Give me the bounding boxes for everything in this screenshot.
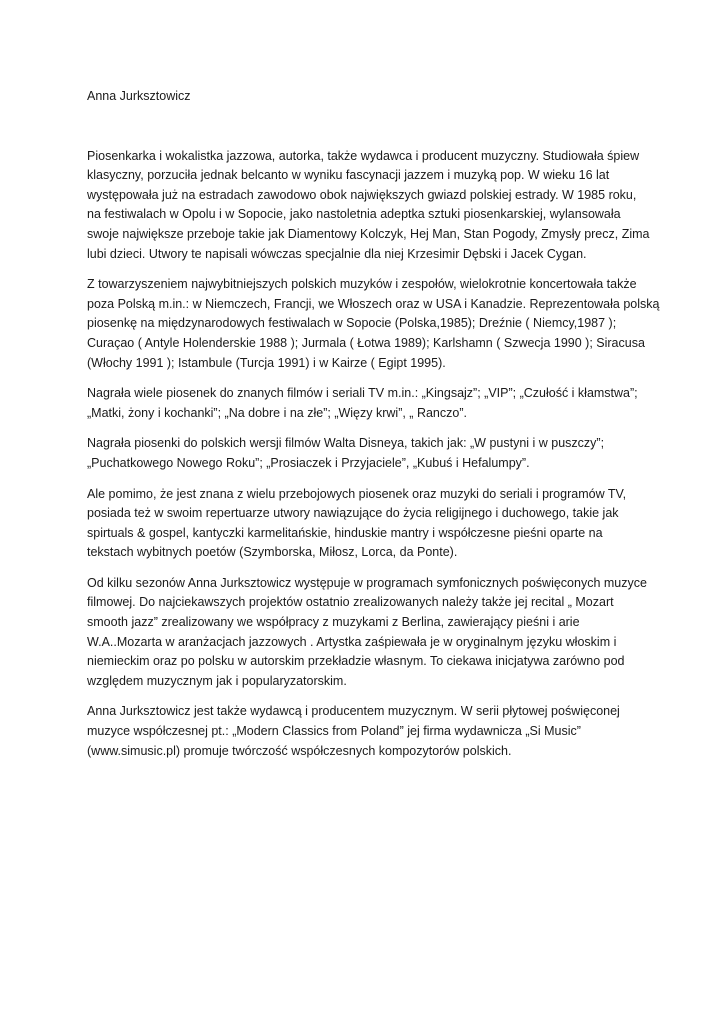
paragraph-line: swoje największe przeboje takie jak Diamentowy Kolczyk, Hej Man, Stan Pogody, Zmysły precz, Zima — [87, 226, 650, 241]
paragraph — [87, 384, 647, 423]
paragraph-line: Od kilku sezonów Anna Jurksztowicz występuje w programach symfonicznych poświęconych muzyce — [87, 575, 647, 590]
paragraph-line: lubi dzieci. Utwory te napisali wówczas specjalnie dla niej Krzesimir Dębski i Jacek Cygan. — [87, 246, 587, 261]
paragraph — [87, 574, 647, 692]
paragraph-line: Nagrała piosenki do polskich wersji filmów Walta Disneya, takich jak: „W pustyni i w puszczy”; — [87, 436, 605, 451]
paragraph — [87, 147, 650, 265]
paragraph-line: występowała już na estradach zawodowo obok największych gwiazd polskiej estrady. W 1985 roku, — [87, 187, 637, 202]
paragraph-line: Piosenkarka i wokalistka jazzowa, autorka, także wydawca i producent muzyczny. Studiowała śpiew — [87, 148, 640, 163]
document-body — [87, 87, 660, 772]
paragraph-line: filmowej. Do najciekawszych projektów ostatnio zrealizowanych należy także jej recital „ Mozart — [87, 595, 614, 610]
paragraph-line: na festiwalach w Opolu i w Sopocie, jako nastoletnia adeptka sztuki piosenkarskiej, wylansowała — [87, 207, 621, 222]
paragraph-line: muzyce współczesnej pt.: „Modern Classics from Poland” jej firma wydawnicza „Si Music” — [87, 724, 581, 739]
paragraph-line: Anna Jurksztowicz jest także wydawcą i producentem muzycznym. W serii płytowej poświęconej — [87, 704, 620, 719]
paragraph — [87, 434, 647, 473]
paragraph-line: piosenkę na międzynarodowych festiwalach w Sopocie (Polska,1985); Dreźnie ( Niemcy,1987 ); — [87, 316, 617, 331]
paragraph-line: smooth jazz” zrealizowany we współpracy z muzykami z Berlina, zawierający pieśni i arie — [87, 615, 580, 630]
paragraph-line: poza Polską m.in.: w Niemczech, Francji, we Włoszech oraz w USA i Kanadzie. Reprezentowała polską — [87, 296, 660, 311]
paragraph-line: W.A..Mozarta w aranżacjach jazzowych . Artystka zaśpiewała je w oryginalnym języku włoskim i — [87, 634, 617, 649]
paragraph-line: „Matki, żony i kochanki”; „Na dobre i na złe”; „Więzy krwi”, „ Ranczo”. — [87, 405, 467, 420]
paragraph — [87, 485, 647, 563]
paragraph — [87, 275, 660, 373]
paragraph-line: (www.simusic.pl) promuje twórczość współczesnych kompozytorów polskich. — [87, 743, 512, 758]
paragraph-line: tekstach wybitnych poetów (Szymborska, Miłosz, Lorca, da Ponte). — [87, 545, 458, 560]
document-title: Anna Jurksztowicz — [87, 89, 191, 103]
paragraph-line: Ale pomimo, że jest znana z wielu przebojowych piosenek oraz muzyki do seriali i programów TV, — [87, 486, 627, 501]
paragraph — [87, 702, 647, 761]
paragraph-line: względem muzycznym jak i popularyzatorskim. — [87, 673, 347, 688]
paragraph-line: klasyczny, porzuciła jednak belcanto w wyniku fascynacji jazzem i muzyką pop. W wieku 16 lat — [87, 168, 610, 183]
paragraph-line: Curaçao ( Antyle Holenderskie 1988 ); Jurmala ( Łotwa 1989); Karlshamn ( Szwecja 1990 ); Siracusa — [87, 335, 645, 350]
paragraphs-container — [87, 147, 660, 762]
paragraph-line: niemieckim oraz po polsku w autorskim przekładzie własnym. To ciekawa inicjatywa zarówno pod — [87, 654, 625, 669]
paragraph-line: „Puchatkowego Nowego Roku”; „Prosiaczek i Przyjaciele”, „Kubuś i Hefalumpy”. — [87, 455, 530, 470]
paragraph-line: Nagrała wiele piosenek do znanych filmów i seriali TV m.in.: „Kingsajz”; „VIP”; „Czułość i kłamstwa”; — [87, 386, 638, 401]
paragraph-line: (Włochy 1991 ); Istambule (Turcja 1991) i w Kairze ( Egipt 1995). — [87, 355, 446, 370]
paragraph-line: Z towarzyszeniem najwybitniejszych polskich muzyków i zespołów, wielokrotnie koncertowała także — [87, 277, 637, 292]
paragraph-line: posiada też w swoim repertuarze utwory nawiązujące do życia religijnego i duchowego, takie jak — [87, 506, 619, 521]
paragraph-line: spirtuals & gospel, kantyczki karmelitańskie, hinduskie mantry i współczesne pieśni oparte na — [87, 525, 603, 540]
